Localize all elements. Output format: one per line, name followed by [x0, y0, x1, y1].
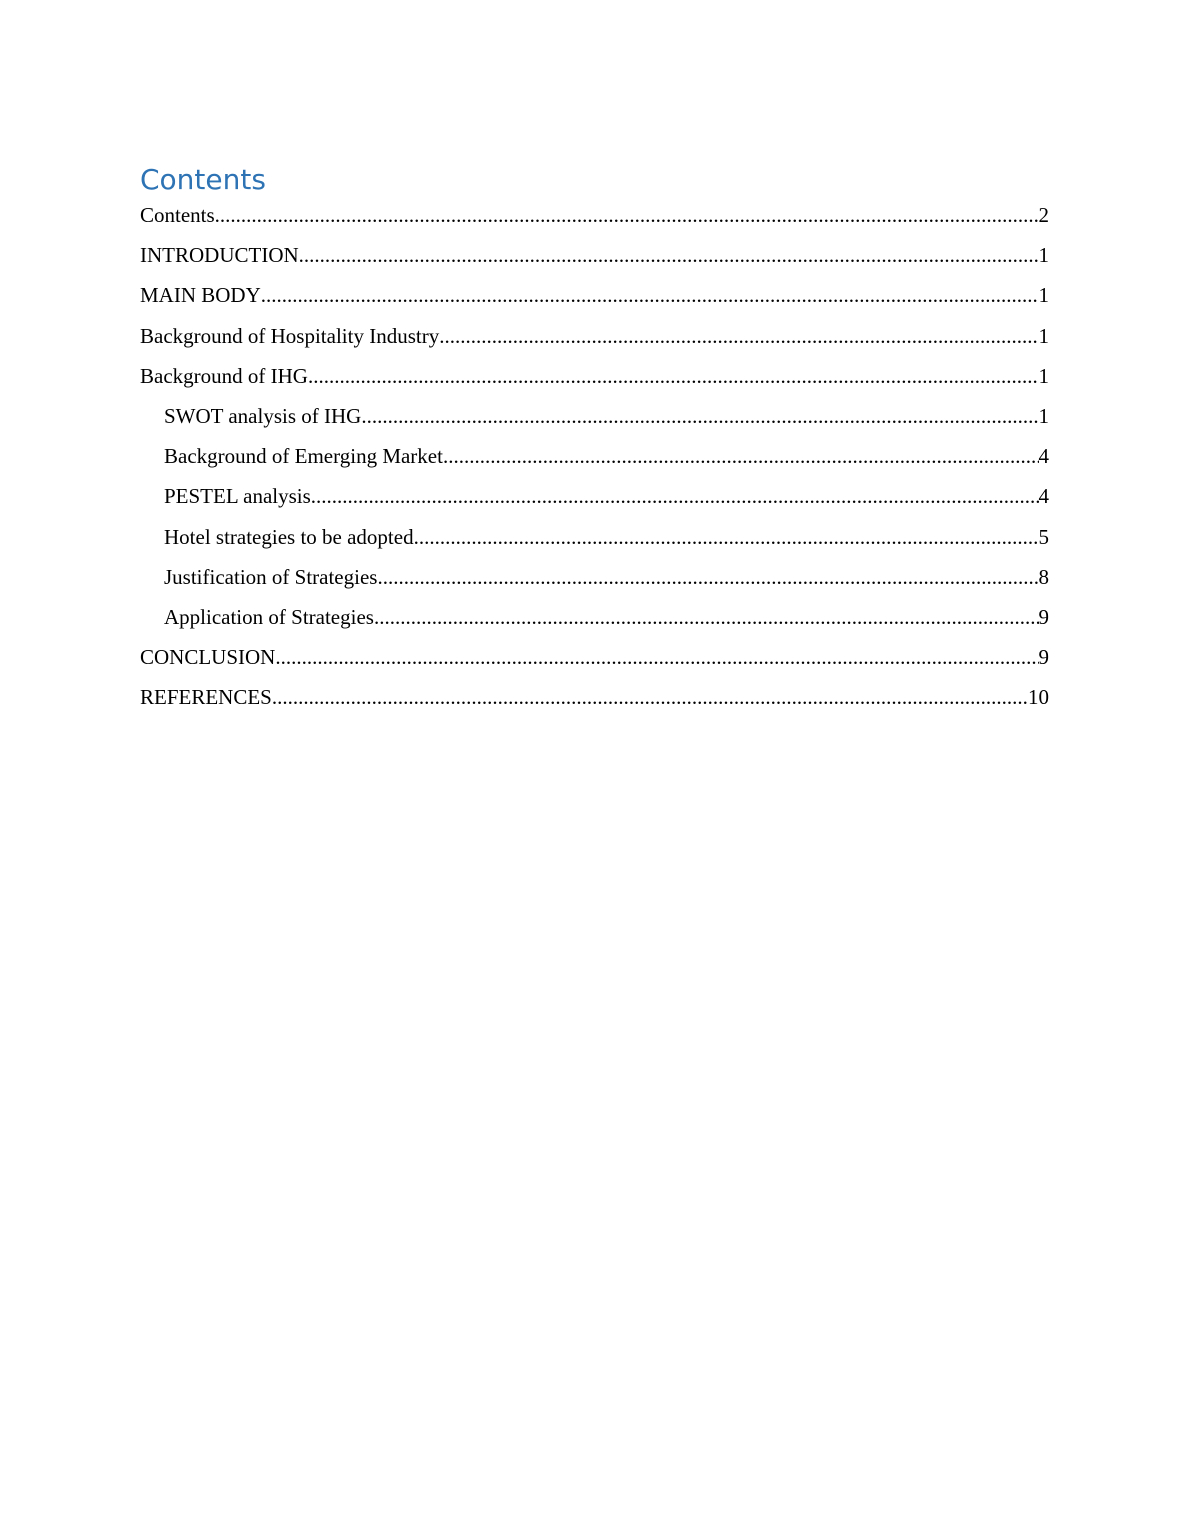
- toc-entry-page-number: 5: [1038, 524, 1049, 549]
- toc-entry-label: MAIN BODY: [140, 283, 261, 308]
- toc-entry-label: INTRODUCTION: [140, 243, 299, 268]
- dot-leader: [299, 241, 1039, 269]
- toc-entry-background-emerging-market[interactable]: [140, 442, 1049, 482]
- toc-entry-application-strategies[interactable]: [140, 603, 1049, 643]
- toc-entry-page-number: 1: [1038, 243, 1049, 268]
- toc-entry-hotel-strategies[interactable]: [140, 523, 1049, 563]
- toc-entry-label: Background of Hospitality Industry: [140, 323, 440, 348]
- dot-leader: [272, 683, 1028, 711]
- dot-leader: [443, 442, 1039, 470]
- toc-title: Contents: [140, 163, 266, 196]
- toc-entry-pestel-analysis[interactable]: [140, 482, 1049, 522]
- dot-leader: [311, 482, 1039, 510]
- toc-entry-page-number: 8: [1038, 564, 1049, 589]
- toc-entry-page-number: 1: [1038, 403, 1049, 428]
- toc-entry-page-number: 9: [1038, 604, 1049, 629]
- toc-entry-label: Background of IHG: [140, 363, 308, 388]
- table-of-contents: [140, 201, 1049, 723]
- toc-entry-label: Background of Emerging Market: [164, 444, 443, 469]
- toc-entry-label: Justification of Strategies: [164, 564, 378, 589]
- toc-entry-label: REFERENCES: [140, 685, 272, 710]
- toc-entry-page-number: 4: [1038, 444, 1049, 469]
- toc-entry-swot-analysis[interactable]: [140, 402, 1049, 442]
- dot-leader: [374, 603, 1039, 631]
- toc-entry-page-number: 1: [1038, 363, 1049, 388]
- toc-entry-page-number: 9: [1038, 645, 1049, 670]
- toc-entry-contents[interactable]: [140, 201, 1049, 241]
- dot-leader: [308, 362, 1039, 390]
- toc-entry-introduction[interactable]: [140, 241, 1049, 281]
- dot-leader: [275, 643, 1038, 671]
- dot-leader: [261, 281, 1039, 309]
- dot-leader: [439, 322, 1038, 350]
- toc-entry-justification-strategies[interactable]: [140, 563, 1049, 603]
- toc-entry-main-body[interactable]: [140, 281, 1049, 321]
- dot-leader: [414, 523, 1039, 551]
- toc-entry-label: Hotel strategies to be adopted: [164, 524, 414, 549]
- dot-leader: [215, 201, 1039, 229]
- toc-entry-conclusion[interactable]: [140, 643, 1049, 683]
- toc-entry-page-number: 1: [1038, 323, 1049, 348]
- toc-entry-label: SWOT analysis of IHG: [164, 403, 362, 428]
- toc-entry-label: Contents: [140, 203, 215, 227]
- toc-entry-label: CONCLUSION: [140, 645, 276, 670]
- toc-entry-page-number: 1: [1038, 283, 1049, 308]
- toc-entry-background-ihg[interactable]: [140, 362, 1049, 402]
- toc-entry-page-number: 4: [1038, 484, 1049, 509]
- toc-entry-page-number: 2: [1038, 203, 1049, 227]
- dot-leader: [361, 402, 1038, 430]
- toc-entry-references[interactable]: [140, 683, 1049, 723]
- toc-entry-label: PESTEL analysis: [164, 484, 311, 509]
- toc-entry-page-number: 10: [1028, 685, 1049, 710]
- dot-leader: [377, 563, 1038, 591]
- toc-entry-label: Application of Strategies: [164, 604, 374, 629]
- toc-entry-background-hospitality-industry[interactable]: [140, 322, 1049, 362]
